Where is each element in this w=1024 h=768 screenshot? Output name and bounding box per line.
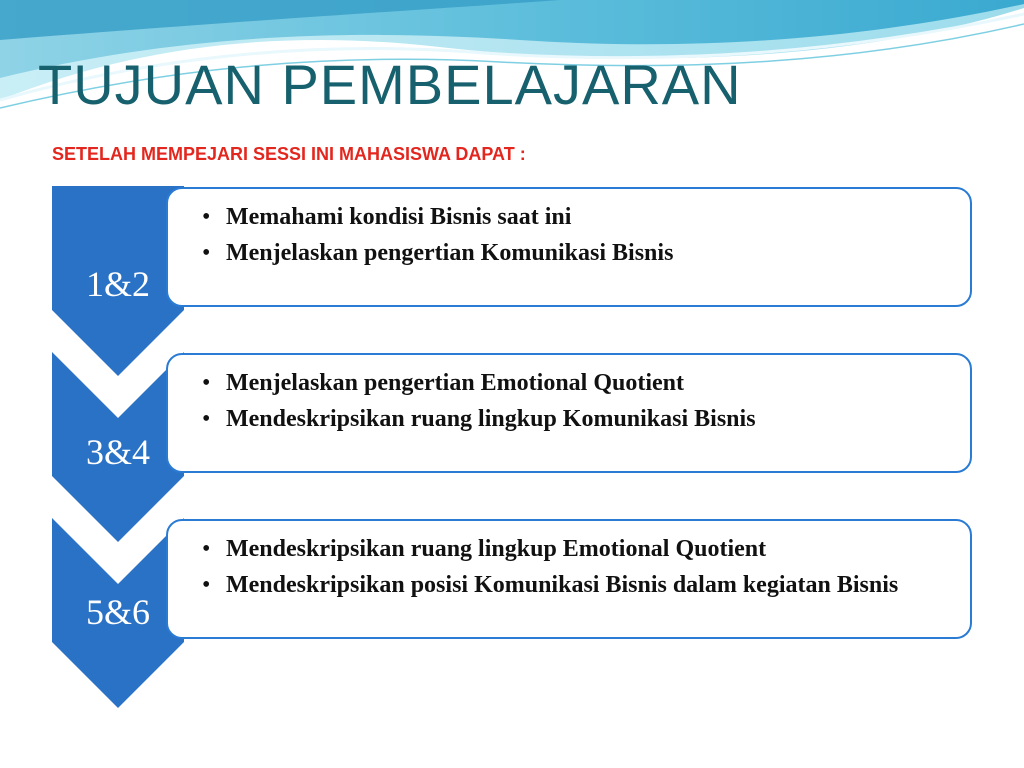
step-1-item-1: • Memahami kondisi Bisnis saat ini xyxy=(198,203,950,231)
step-3-list xyxy=(198,535,950,599)
step-1-item-2: • Menjelaskan pengertian Komunikasi Bisnis xyxy=(198,239,950,267)
step-box-1 xyxy=(166,187,972,307)
step-2-item-1: • Menjelaskan pengertian Emotional Quotient xyxy=(198,369,950,397)
step-box-3 xyxy=(166,519,972,639)
step-3-item-1: • Mendeskripsikan ruang lingkup Emotional Quotient xyxy=(198,535,950,563)
step-2-list xyxy=(198,369,950,433)
slide-subtitle: SETELAH MEMPEJARI SESSI INI MAHASISWA DAPAT : xyxy=(52,144,526,164)
step-1-list xyxy=(198,203,950,267)
step-1-label: 1&2 xyxy=(85,264,150,304)
step-3-item-2: • Mendeskripsikan posisi Komunikasi Bisnis dalam kegiatan Bisnis xyxy=(198,571,950,599)
step-2-item-2: • Mendeskripsikan ruang lingkup Komunikasi Bisnis xyxy=(198,405,950,433)
slide-title: TUJUAN PEMBELAJARAN xyxy=(38,53,742,116)
step-box-2 xyxy=(166,353,972,473)
step-2-label: 3&4 xyxy=(85,432,150,472)
step-3-label: 5&6 xyxy=(85,592,150,632)
